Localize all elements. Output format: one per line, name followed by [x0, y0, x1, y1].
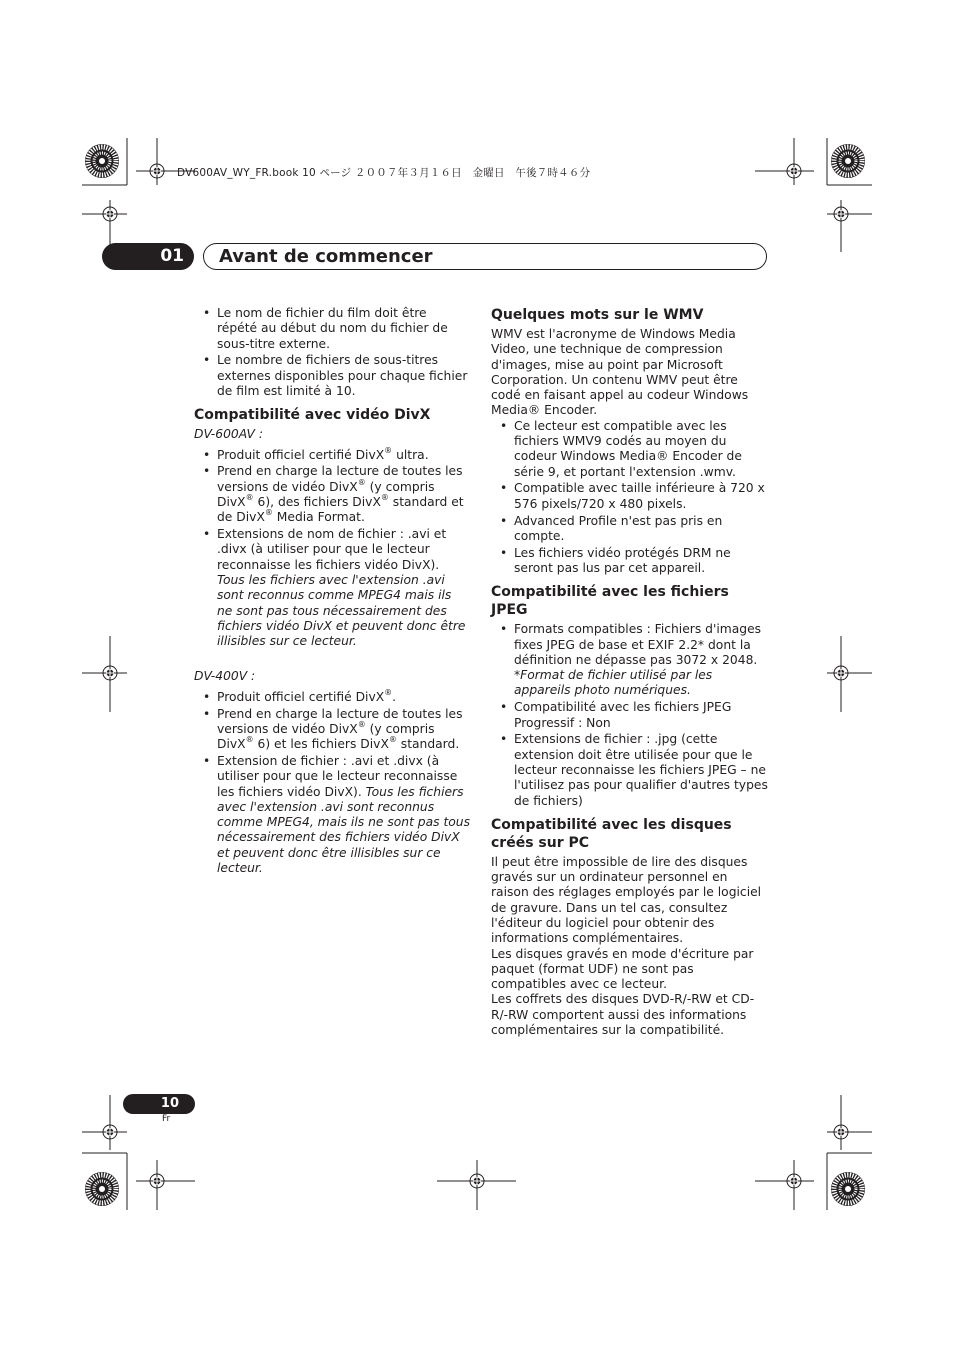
dv400-label: DV-400V : [194, 669, 256, 684]
list-item: • Le nombre de fichiers de sous-titres externes disponibles pour chaque fichier de film est limité à 10. [194, 353, 470, 399]
page-language: Fr [162, 1114, 171, 1124]
list-item: • Extensions de nom de fichier : .avi et .divx (à utiliser pour que le lecteur reconnaisse les fichiers vidéo DivX). Tous les fichiers avec l'extension .avi sont reconnus comme MPEG4 mais ils ne sont pas tous nécessairement des fichiers vidéo DivX et peuvent donc être illisibles sur ce lecteur. [194, 527, 470, 649]
jpeg-heading: Compatibilité avec les fichiers JPEG [491, 584, 729, 619]
print-header: DV600AV_WY_FR.book 10 ページ ２００７年３月１６日 金曜日 午後７時４６分 [177, 167, 591, 179]
list-item: • Ce lecteur est compatible avec les fichiers WMV9 codés au moyen du codeur Windows Media® Encoder de série 9, et portant l'extension .wmv. [491, 419, 769, 480]
pc-paragraph: Il peut être impossible de lire des disques gravés sur un ordinateur personnel en raison des réglages employés par le logiciel de gravure. Dans un tel cas, consultez l'éditeur du logiciel pour obtenir des informations complémentaires. [491, 854, 762, 946]
list-item: • Le nom de fichier du film doit être répété au début du nom du fichier de sous-titre externe. [194, 306, 470, 352]
list-item: • Produit officiel certifié DivX®. [194, 690, 470, 705]
pc-paragraph: Les disques gravés en mode d'écriture par paquet (format UDF) ne sont pas compatibles avec ce lecteur. [491, 946, 754, 992]
list-item: • Les fichiers vidéo protégés DRM ne seront pas lus par cet appareil. [491, 546, 769, 577]
list-item: • Advanced Profile n'est pas pris en compte. [491, 514, 769, 545]
list-item: • Prend en charge la lecture de toutes les versions de vidéo DivX® (y compris DivX® 6) et les fichiers DivX® standard. [194, 707, 470, 753]
jpeg-bullets [491, 622, 769, 809]
dv600-label: DV-600AV : [194, 427, 263, 442]
list-item: • Compatible avec taille inférieure à 720 x 576 pixels/720 x 480 pixels. [491, 481, 769, 512]
wmv-bullets [491, 419, 769, 576]
list-item: • Extensions de fichier : .jpg (cette extension doit être utilisée pour que le lecteur reconnaisse les fichiers JPEG – ne l'utilisez pas pour qualifier d'autres types de fichiers) [491, 732, 769, 808]
list-item: • Prend en charge la lecture de toutes les versions de vidéo DivX® (y compris DivX® 6), des fichiers DivX® standard et de DivX® Media Format. [194, 464, 470, 525]
wmv-heading: Quelques mots sur le WMV [491, 307, 704, 323]
wmv-intro: WMV est l'acronyme de Windows Media Video, une technique de compression d'images, mise au point par Microsoft Corporation. Un contenu WMV peut être codé en faisant appel au codeur Windows Media® Encoder. [491, 327, 749, 418]
list-item: • Formats compatibles : Fichiers d'images fixes JPEG de base et EXIF 2.2* dont la définition ne dépasse pas 3072 x 2048. *Format de fichier utilisé par les appareils photo numériques. [491, 622, 769, 698]
list-item: • Compatibilité avec les fichiers JPEG Progressif : Non [491, 700, 769, 731]
pc-discs-heading: Compatibilité avec les disques créés sur PC [491, 816, 732, 851]
chapter-title: Avant de commencer [219, 246, 433, 267]
dv600-bullets [194, 445, 470, 650]
subtitle-bullets [194, 306, 470, 399]
dv400-bullets [194, 687, 470, 877]
right-column [491, 306, 769, 1038]
left-column [194, 306, 470, 878]
chapter-title-box [203, 243, 767, 270]
list-item: • Extension de fichier : .avi et .divx (à utiliser pour que le lecteur reconnaisse les fichiers vidéo DivX). Tous les fichiers avec l'extension .avi sont reconnus comme MPEG4, mais ils ne sont pas tous nécessairement des fichiers vidéo DivX et peuvent donc être illisibles sur ce lecteur. [194, 754, 470, 876]
page-number: 10 [123, 1094, 195, 1114]
pc-paragraph: Les coffrets des disques DVD-R/-RW et CD-R/-RW comportent aussi des informations complémentaires sur la compatibilité. [491, 992, 755, 1038]
list-item: • Produit officiel certifié DivX® ultra. [194, 448, 470, 463]
chapter-number: 01 [102, 243, 194, 270]
divx-heading: Compatibilité avec vidéo DivX [194, 407, 431, 424]
